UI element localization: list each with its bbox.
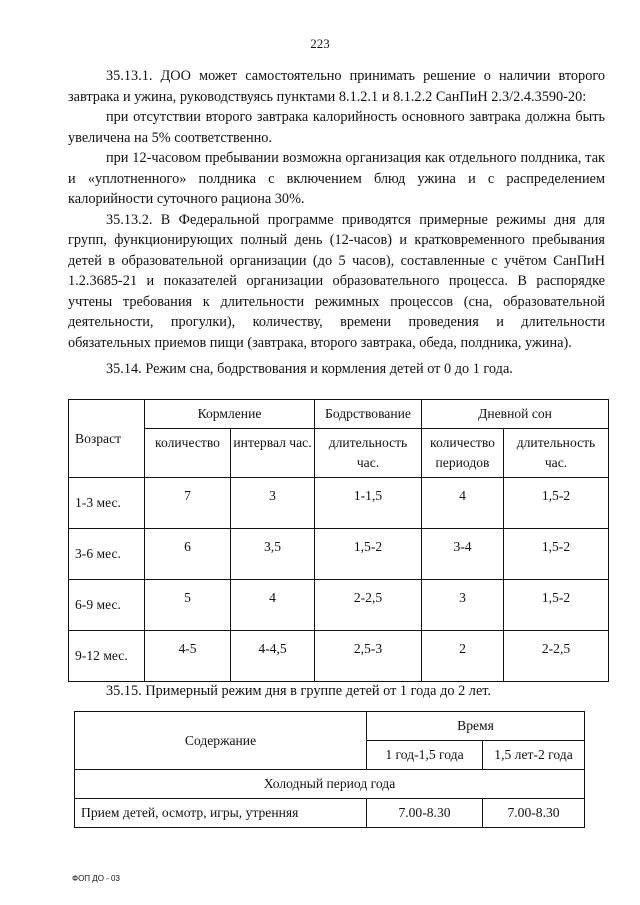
- daily-regime-table: [74, 711, 585, 828]
- sleep-feeding-regime-table: [68, 399, 609, 682]
- cell-sleep-duration: 2-2,5: [504, 631, 609, 682]
- cell-feeding-count: 7: [145, 478, 231, 529]
- header-sleep-duration: длительность час.: [504, 429, 609, 478]
- cell-wake-duration: 2,5-3: [315, 631, 422, 682]
- cell-wake-duration: 1-1,5: [315, 478, 422, 529]
- header-feeding-count: количество: [145, 429, 231, 478]
- table-row: [69, 580, 609, 631]
- header-age: Возраст: [69, 400, 145, 478]
- table-row: [69, 631, 609, 682]
- table-row: [69, 478, 609, 529]
- cell-feeding-count: 4-5: [145, 631, 231, 682]
- paragraph-35-13-2: 35.13.2. В Федеральной программе приводятся примерные режимы дня для групп, функционирующих полный день (12-часов) и кратковременного пребывания детей в образовательной организации (до 5 часов), составленные с учётом СанПиН 1.2.3685-21 и показателей организации образовательного процесса. В распорядке учтены требования к длительности режимных процессов (сна, образовательной деятельности, прогулки), количеству, времени проведения и длительности обязательных приемов пищи (завтрака, второго завтрака, обеда, полдника, ужина).: [68, 211, 605, 351]
- cell-age: 1-3 мес.: [69, 478, 145, 529]
- header-sleep-periods: количество периодов: [422, 429, 504, 478]
- header-wake-duration: длительность час.: [315, 429, 422, 478]
- header-feeding-interval: интервал час.: [231, 429, 315, 478]
- header-age-1-5-2: 1,5 лет-2 года: [483, 741, 585, 770]
- cell-feeding-count: 6: [145, 529, 231, 580]
- cell-wake-duration: 1,5-2: [315, 529, 422, 580]
- header-age-1-1-5: 1 год-1,5 года: [367, 741, 483, 770]
- cell-time-2: 7.00-8.30: [483, 799, 585, 828]
- cell-age: 9-12 мес.: [69, 631, 145, 682]
- cell-feeding-interval: 3: [231, 478, 315, 529]
- section-cold-period: Холодный период года: [75, 770, 585, 799]
- header-content: Содержание: [75, 712, 367, 770]
- cell-sleep-periods: 4: [422, 478, 504, 529]
- header-wakefulness: Бодрствование: [315, 400, 422, 429]
- cell-sleep-periods: 2: [422, 631, 504, 682]
- paragraph-no-second-breakfast: при отсутствии второго завтрака калорийность основного завтрака должна быть увеличена на 5% соответственно.: [68, 109, 605, 146]
- footer-code: ФОП ДО - 03: [72, 874, 120, 883]
- cell-sleep-periods: 3: [422, 580, 504, 631]
- cell-feeding-interval: 4: [231, 580, 315, 631]
- cell-sleep-duration: 1,5-2: [504, 478, 609, 529]
- table-row: [75, 799, 585, 828]
- paragraph-35-13-1: 35.13.1. ДОО может самостоятельно принимать решение о наличии второго завтрака и ужина, руководствуясь пунктами 8.1.2.1 и 8.1.2.2 СанПиН 2.3/2.4.3590-20:: [68, 68, 605, 105]
- paragraph-12-hour-stay: при 12-часовом пребывании возможна организация как отдельного полдника, так и «уплотненного» полдника с включением блюд ужина и с распределением калорийности суточного рациона 30%.: [68, 150, 605, 207]
- cell-age: 3-6 мес.: [69, 529, 145, 580]
- cell-feeding-count: 5: [145, 580, 231, 631]
- cell-sleep-duration: 1,5-2: [504, 529, 609, 580]
- cell-feeding-interval: 4-4,5: [231, 631, 315, 682]
- header-time: Время: [367, 712, 585, 741]
- cell-sleep-periods: 3-4: [422, 529, 504, 580]
- header-day-sleep: Дневной сон: [422, 400, 609, 429]
- cell-feeding-interval: 3,5: [231, 529, 315, 580]
- cell-activity: Прием детей, осмотр, игры, утренняя: [75, 799, 367, 828]
- table1-caption: 35.14. Режим сна, бодрствования и кормления детей от 0 до 1 года.: [106, 361, 513, 377]
- text-body: [68, 66, 605, 386]
- page-number: 223: [310, 36, 330, 51]
- cell-age: 6-9 мес.: [69, 580, 145, 631]
- header-feeding: Кормление: [145, 400, 315, 429]
- table-row: [69, 529, 609, 580]
- cell-sleep-duration: 1,5-2: [504, 580, 609, 631]
- cell-time-1: 7.00-8.30: [367, 799, 483, 828]
- table2-caption: 35.15. Примерный режим дня в группе детей от 1 года до 2 лет.: [106, 683, 492, 699]
- cell-wake-duration: 2-2,5: [315, 580, 422, 631]
